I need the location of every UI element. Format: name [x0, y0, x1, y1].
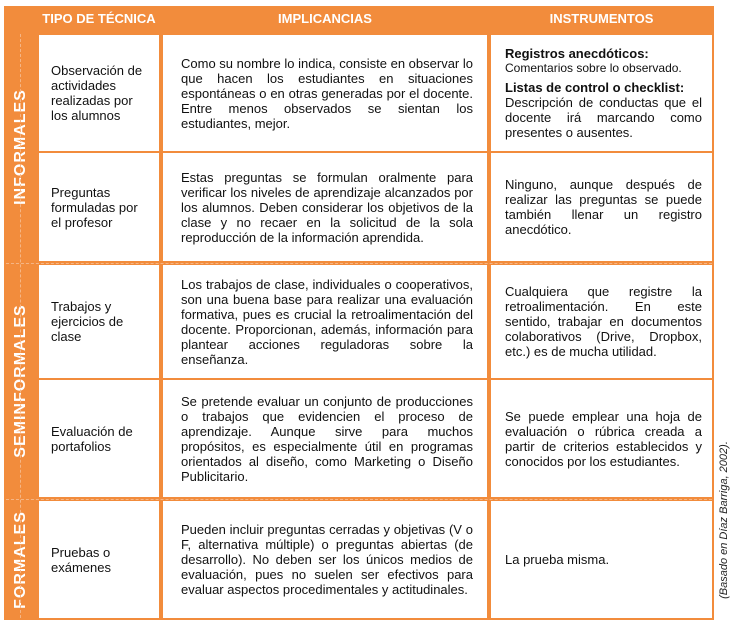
- table-row-4-implications: Se pretende evaluar un conjunto de producciones o trabajos que evidencien el proceso de aprendizaje. Aunque sirve para muchos propósitos, es especialmente útil en programas orientados al diseño, como Marketing o Diseño Publicitario.: [163, 380, 487, 497]
- dashed-divider: [20, 34, 21, 618]
- table-row-1-technique: Observación de actividades realizadas por los alumnos: [39, 35, 159, 151]
- dashed-divider: [6, 263, 712, 264]
- table-row-2-implications: Estas preguntas se formulan oralmente para verificar los niveles de aprendizaje alcanzados por los alumnos. Deben considerar los objetivos de la clase y no recaer en la solicitud de la sola reproducción de la información aprendida.: [163, 153, 487, 261]
- table-row-5-implications: Pueden incluir preguntas cerradas y objetivas (V o F, alternativa múltiple) o preguntas abiertas (de desarrollo). No deben ser los únicos medios de evaluación, pues no suelen ser efectivos para evaluar aspectos procedimentales y actitudinales.: [163, 501, 487, 618]
- table-row-3-technique: Trabajos y ejercicios de clase: [39, 265, 159, 378]
- table-row-4-instruments: Se puede emplear una hoja de evaluación o rúbrica creada a partir de criterios establecidos y conocidos por los estudiantes.: [491, 380, 712, 497]
- table-row-3-implications: Los trabajos de clase, individuales o cooperativos, son una buena base para realizar una evaluación formativa, pues es crucial la retroalimentación del docente. Proporcionan, además, información para plantear acciones reguladoras sobre la enseñanza.: [163, 265, 487, 378]
- header-technique-type: TIPO DE TÉCNICA: [42, 10, 156, 26]
- instrument-text: Descripción de conductas que el docente irá marcando como presentes o ausentes.: [505, 95, 702, 140]
- table-row-2-instruments: Ninguno, aunque después de realizar las preguntas se puede también llenar un registro anecdótico.: [491, 153, 712, 261]
- table-row-1-instruments: [491, 35, 712, 151]
- source-note: (Basado en Díaz Barriga, 2002).: [718, 441, 730, 599]
- instrument-text: Comentarios sobre lo observado.: [505, 61, 682, 75]
- dashed-divider: [6, 499, 712, 500]
- header-implications: IMPLICANCIAS: [278, 10, 372, 26]
- category-label: SEMINFORMALES: [11, 304, 29, 458]
- evaluation-techniques-table: [4, 6, 714, 620]
- header-instruments: INSTRUMENTOS: [549, 10, 654, 26]
- instrument-title: Listas de control o checklist:: [505, 80, 685, 95]
- category-label: FORMALES: [11, 510, 29, 609]
- table-row-2-technique: Preguntas formuladas por el profesor: [39, 153, 159, 261]
- table-row-5-instruments: La prueba misma.: [491, 501, 712, 618]
- instrument-title: Registros anecdóticos:: [505, 46, 649, 61]
- table-row-3-instruments: Cualquiera que registre la retroalimentación. En este sentido, trabajar en documentos colaborativos (Drive, Dropbox, etc.) es de mucha utilidad.: [491, 265, 712, 378]
- table-row-5-technique: Pruebas o exámenes: [39, 501, 159, 618]
- table-row-1-implications: Como su nombre lo indica, consiste en observar lo que hacen los estudiantes en situaciones espontáneas o en otras generadas por el docente. Entre menos observados se sientan los estudiantes, mejor.: [163, 35, 487, 151]
- table-row-4-technique: Evaluación de portafolios: [39, 380, 159, 497]
- category-label: INFORMALES: [11, 88, 29, 205]
